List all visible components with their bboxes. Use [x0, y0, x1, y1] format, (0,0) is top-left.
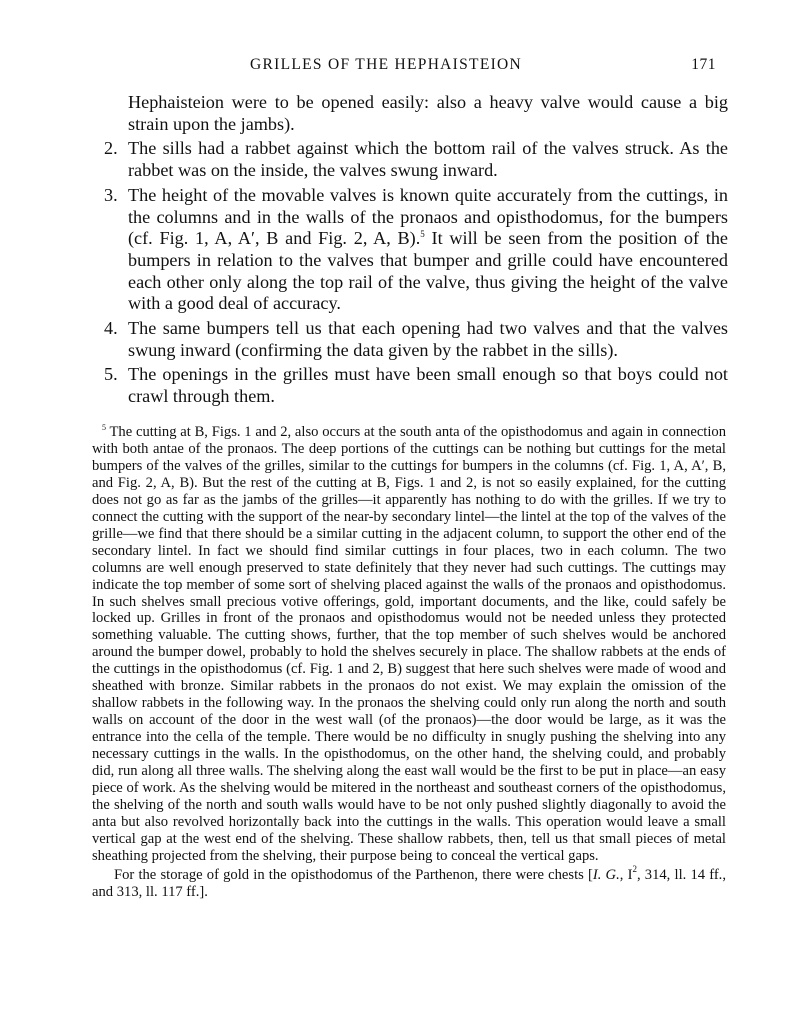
list-item	[104, 318, 728, 361]
footnote-reference: 5	[420, 229, 425, 240]
citation-abbreviation: I. G.	[592, 866, 620, 883]
citation-lines: , 314, ll. 14 ff., and 313, ll. 117 ff.].	[92, 866, 726, 900]
running-title: GRILLES OF THE HEPHAISTEION	[250, 56, 523, 73]
list-item-text: The sills had a rabbet against which the bottom rail of the valves struck. As the rabbet was on the inside, the valves swung inward.	[128, 138, 728, 181]
list-item	[104, 364, 728, 407]
running-header	[90, 56, 730, 78]
footnote-second-text: For the storage of gold in the opisthodomus of the Parthenon, there were chests [	[114, 866, 593, 883]
page-number: 171	[691, 56, 716, 73]
footnote-marker: 5	[102, 423, 106, 432]
footnote-5	[92, 424, 726, 865]
list-item-text: The height of the movable valves is known quite accurately from the cuttings, in the columns and in the walls of the pronaos and opisthodomus, for the bumpers (cf. Fig. 1, A, A′, B and Fig. 2, A, B).	[128, 184, 728, 249]
list-item-number: 4.	[104, 318, 118, 339]
list-item	[104, 185, 728, 315]
footnote-continuation	[92, 863, 726, 901]
list-item	[104, 138, 728, 181]
list-item-number: 3.	[104, 184, 118, 205]
citation-volume: , I	[619, 866, 633, 883]
list-item-number: 2.	[104, 138, 118, 159]
list-item-text: The same bumpers tell us that each opening had two valves and that the valves swung inward (confirming the data given by the rabbet in the sills).	[128, 318, 728, 360]
continuation-paragraph: Hephaisteion were to be opened easily: also a heavy valve would cause a big strain upon the jambs).	[128, 92, 728, 134]
citation-edition: 2	[632, 863, 637, 874]
main-text	[104, 92, 728, 408]
list-item-number: 5.	[104, 364, 118, 385]
footnote-text: The cutting at B, Figs. 1 and 2, also occurs at the south anta of the opisthodomus and again in connection with both antae of the pronaos. The deep portions of the cuttings can be nothing but cuttings for the metal bumpers of the valves of the grilles, similar to the cuttings for bumpers in the columns (cf. Fig. 1, A, A′, B, and Fig. 2, A, B). But the rest of the cutting at B, Figs. 1 and 2, is not so easily explained, for the cutting does not go as far as the jambs of the grilles—it apparently has nothing to do with the grilles. If we try to connect the cutting with the support of the near-by secondary lintel—the lintel at the top of the valves of the grille—we find that there should be a similar cutting in the adjacent column, to support the other end of the secondary lintel. In fact we should find similar cuttings in four places, two in each column. The two columns are well enough preserved to state definitely that they never had such cuttings. The cuttings may indicate the top member of some sort of shelving placed against the walls of the pronaos and opisthodomus. In such shelves small precious votive offerings, gold, important documents, and the like, could safely be locked up. Grilles in front of the pronaos and opisthodomus would not be needed unless they protected something valuable. The cutting shows, further, that the top member of such shelves would be anchored around the bumper dowel, probably to hold the shelves securely in place. The shallow rabbets at the ends of the cuttings in the opisthodomus (cf. Fig. 1 and 2, B) suggest that here such shelves were made of wood and sheathed with bronze. Similar rabbets in the pronaos do not exist. We may explain the omission of the shallow rabbets in the following way. In the pronaos the shelving could only run along the north and south walls on account of the door in the west wall (of the pronaos)—the door would be large, as it was the entrance into the cella of the temple. There would be no difficulty in snugly pushing the shelving into any necessary cuttings in the walls. In the opisthodomus, on the other hand, the shelving could, and probably did, run along all three walls. The shelving along the east wall would be the first to be put in place—an easy piece of work. As the shelving would be mitered in the northeast and southeast corners of the opisthodomus, the shelving of the north and south walls would have to be not only pushed slightly diagonally to avoid the anta but also revolved horizontally back into the cuttings in the walls. This operation would leave a small vertical gap at the west end of the shelving. These shallow rabbets, then, tell us that small pieces of metal sheathing projected from the shelving, their purpose being to conceal the vertical gaps.	[92, 424, 726, 864]
list-item-text: The openings in the grilles must have been small enough so that boys could not crawl through them.	[128, 364, 728, 407]
list-item-text-continued: It will be seen from the position of the bumpers in relation to the valves that bumper and grille could have encountered each other only along the top rail of the valve, thus giving the height of the valve with a good deal of accuracy.	[128, 228, 728, 314]
footnotes	[92, 424, 726, 901]
